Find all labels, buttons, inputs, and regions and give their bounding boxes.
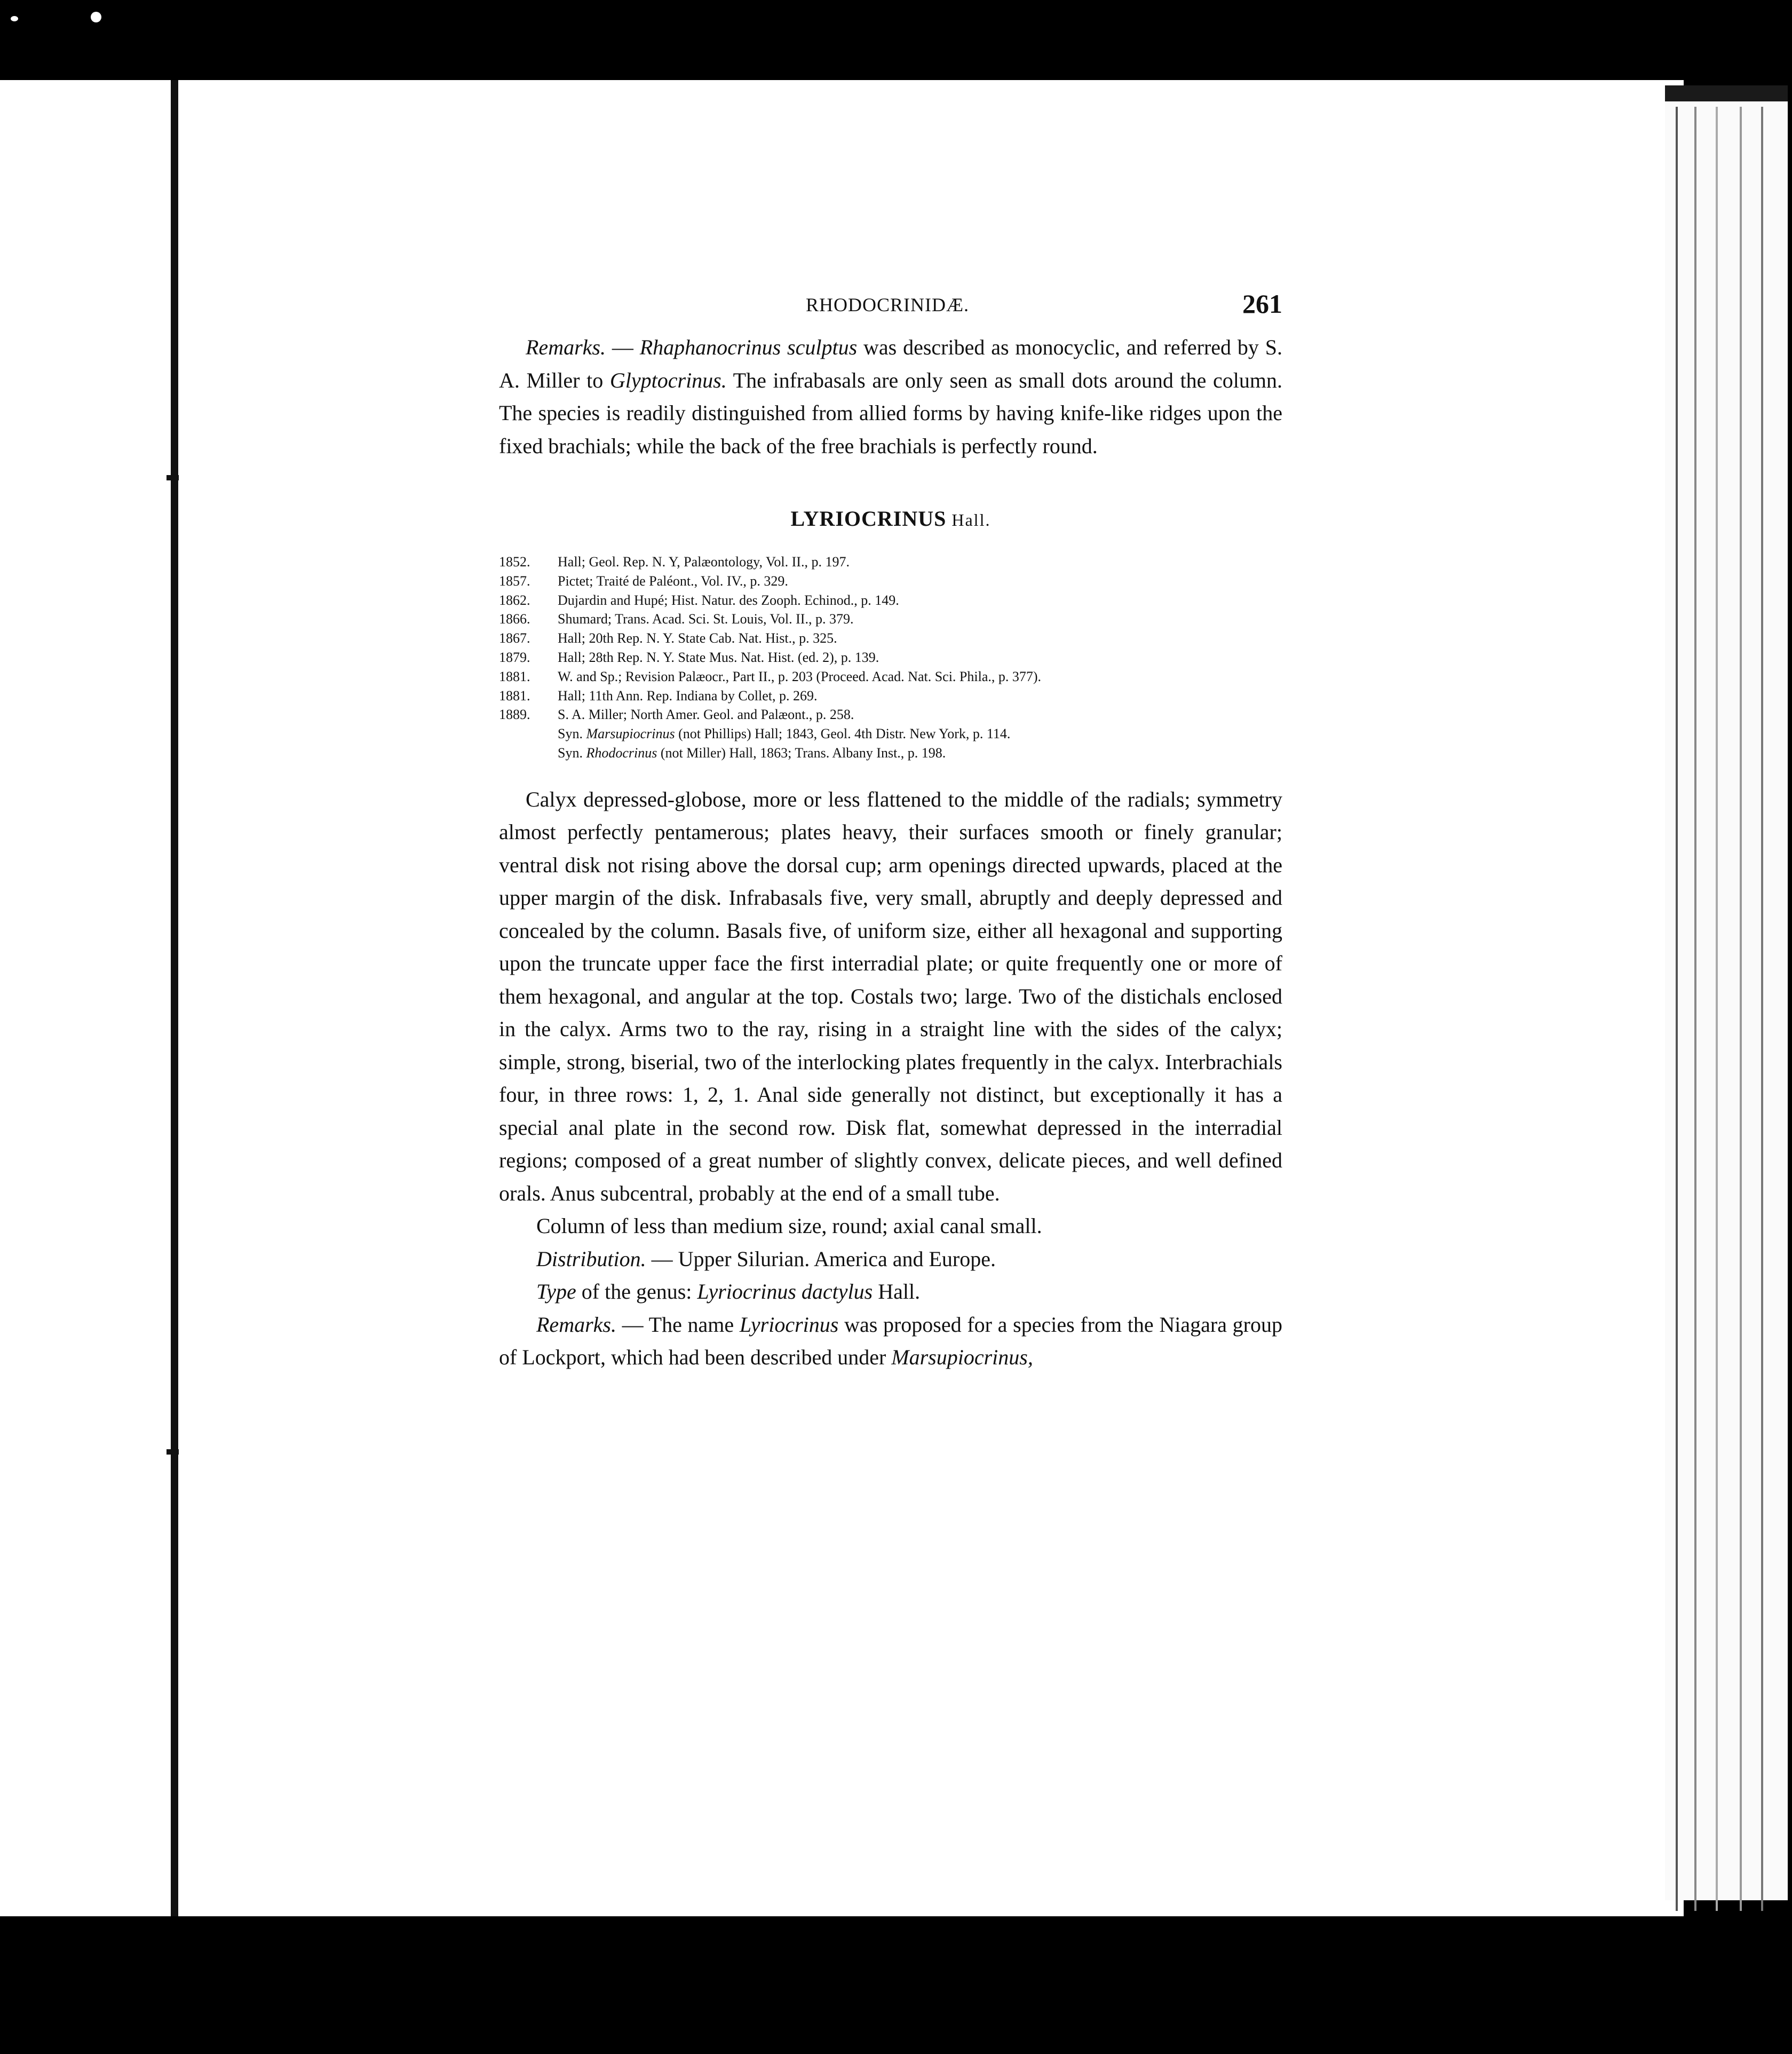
remarks-label: Remarks. bbox=[536, 1312, 616, 1337]
synonym-name: Rhodocrinus bbox=[586, 745, 657, 761]
reference-text: Dujardin and Hupé; Hist. Natur. des Zooph. Echinod., p. 149. bbox=[558, 592, 899, 608]
left-gutter bbox=[0, 80, 179, 1916]
remarks-paragraph bbox=[499, 331, 1282, 462]
distribution-text: Upper Silurian. America and Europe. bbox=[678, 1246, 996, 1271]
reference-list bbox=[499, 552, 1282, 763]
page-content bbox=[499, 288, 1282, 1374]
reference-row bbox=[499, 705, 1282, 724]
reference-text: Hall; 20th Rep. N. Y. State Cab. Nat. Hist., p. 325. bbox=[558, 630, 837, 646]
reference-row bbox=[499, 610, 1282, 629]
remarks-text: The name bbox=[648, 1312, 740, 1337]
genus-author: Hall. bbox=[951, 510, 991, 530]
reference-year: 1881. bbox=[499, 688, 530, 704]
scan-speck bbox=[11, 16, 18, 21]
type-species: Lyriocrinus dactylus bbox=[697, 1279, 873, 1304]
reference-row bbox=[499, 686, 1282, 706]
fore-edge-line bbox=[1740, 107, 1742, 1911]
fore-edge-line bbox=[1676, 107, 1678, 1911]
reference-text: S. A. Miller; North Amer. Geol. and Palæont., p. 258. bbox=[558, 707, 854, 723]
reference-text: Shumard; Trans. Acad. Sci. St. Louis, Vol. II., p. 379. bbox=[558, 611, 854, 627]
reference-year: 1889. bbox=[499, 707, 530, 723]
fore-edge-shadow bbox=[1665, 85, 1788, 101]
remarks-bottom-paragraph bbox=[499, 1308, 1282, 1374]
reference-row bbox=[499, 667, 1282, 686]
reference-year: 1867. bbox=[499, 630, 530, 646]
synonym-row bbox=[499, 724, 1282, 744]
remarks-dash: — bbox=[605, 335, 640, 359]
reference-text: W. and Sp.; Revision Palæocr., Part II., p. 203 (Proceed. Acad. Nat. Sci. Phila., p. 377). bbox=[558, 668, 1042, 684]
fore-edge-line bbox=[1694, 107, 1696, 1911]
binding-line bbox=[171, 80, 178, 1916]
reference-row bbox=[499, 648, 1282, 667]
synonym-name: Marsupiocrinus bbox=[586, 726, 675, 742]
running-head bbox=[499, 288, 1282, 326]
genus-name: Lyriocrinus bbox=[739, 1312, 839, 1337]
running-title: RHODOCRINIDÆ. bbox=[806, 294, 970, 315]
type-label: Type bbox=[536, 1279, 576, 1304]
type-text: of the genus: bbox=[576, 1279, 697, 1304]
remarks-text: was described as monocyclic, and referred by S. A. Miller to bbox=[499, 335, 1283, 392]
synonym-prefix: Syn. bbox=[558, 745, 586, 761]
remarks-text: was proposed for a species from the Niagara group of Lockport, which had been described under bbox=[499, 1312, 1282, 1370]
distribution-dash: — bbox=[646, 1246, 678, 1271]
reference-text: Hall; 28th Rep. N. Y. State Mus. Nat. Hist. (ed. 2), p. 139. bbox=[558, 649, 879, 665]
column-line: Column of less than medium size, round; axial canal small. bbox=[536, 1214, 1042, 1238]
remarks-label: Remarks. bbox=[526, 335, 606, 359]
reference-year: 1852. bbox=[499, 554, 530, 570]
fore-edge-line bbox=[1761, 107, 1763, 1911]
remarks-dash: — bbox=[616, 1312, 649, 1337]
synonym-text: (not Miller) Hall, 1863; Trans. Albany Inst., p. 198. bbox=[657, 745, 946, 761]
fore-edge-line bbox=[1716, 107, 1718, 1911]
type-line bbox=[499, 1275, 1282, 1308]
reference-row bbox=[499, 629, 1282, 648]
synonym-prefix: Syn. bbox=[558, 726, 586, 742]
reference-year: 1879. bbox=[499, 649, 530, 665]
reference-row bbox=[499, 552, 1282, 572]
page-number: 261 bbox=[1242, 289, 1282, 319]
type-author: Hall. bbox=[873, 1279, 921, 1304]
genus-description: Calyx depressed-globose, more or less flattened to the middle of the radials; symmetry almost perfectly pentamerous; plates heavy, their surfaces smooth or finely granular; ventral disk not rising above the dorsal cup; arm openings directed upwards, placed at the upper margin of the disk. Infrabasals five, very small, abruptly and deeply depressed and concealed by the column. Basals five, of uniform size, either all hexagonal and supporting upon the truncate upper face the first interradial plate; or quite frequently one or more of them hexagonal, and angular at the top. Costals two; large. Two of the distichals enclosed in the calyx. Arms two to the ray, rising in a straight line with the sides of the calyx; simple, strong, biserial, two of the interlocking plates frequently in the calyx. Interbrachials four, in three rows: 1, 2, 1. Anal side generally not distinct, but exceptionally it has a special anal plate in the second row. Disk flat, somewhat depressed in the interradial regions; composed of a great number of slightly convex, delicate pieces, and well defined orals. Anus subcentral, probably at the end of a small tube. bbox=[499, 787, 1282, 1205]
species-name: Rhaphanocrinus sculptus bbox=[639, 335, 858, 359]
scan-speck bbox=[91, 12, 101, 22]
remarks-text: The infrabasals are only seen as small dots around the column. The species is readily distinguished from allied forms by having knife-like ridges upon the fixed brachials; while the back of the free brachials is perfectly round. bbox=[499, 368, 1282, 458]
reference-text: Pictet; Traité de Paléont., Vol. IV., p. 329. bbox=[558, 573, 788, 589]
page-fore-edge bbox=[1665, 85, 1788, 1900]
distribution-label: Distribution. bbox=[536, 1246, 646, 1271]
reference-row bbox=[499, 591, 1282, 610]
distribution-line bbox=[499, 1243, 1282, 1276]
genus-name: Marsupiocrinus, bbox=[891, 1345, 1033, 1370]
genus-title: LYRIOCRINUS bbox=[790, 507, 947, 531]
reference-text: Hall; 11th Ann. Rep. Indiana by Collet, p. 269. bbox=[558, 688, 818, 704]
reference-year: 1881. bbox=[499, 668, 530, 684]
reference-row bbox=[499, 572, 1282, 591]
reference-year: 1862. bbox=[499, 592, 530, 608]
synonym-text: (not Phillips) Hall; 1843, Geol. 4th Distr. New York, p. 114. bbox=[675, 726, 1011, 742]
reference-text: Hall; Geol. Rep. N. Y, Palæontology, Vol. II., p. 197. bbox=[558, 554, 850, 570]
genus-heading bbox=[499, 506, 1282, 531]
reference-year: 1857. bbox=[499, 573, 530, 589]
genus-name: Glyptocrinus. bbox=[609, 368, 727, 392]
synonym-row bbox=[499, 744, 1282, 763]
reference-year: 1866. bbox=[499, 611, 530, 627]
